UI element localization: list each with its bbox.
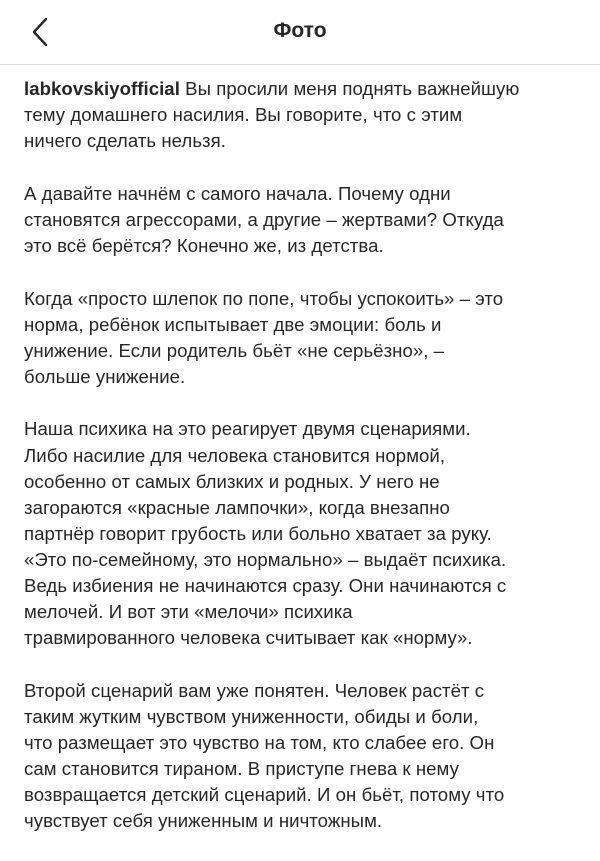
caption-line: что размещает это чувство на том, кто слабее его. Он — [24, 731, 495, 753]
username-link[interactable]: labkovskiyofficial — [24, 78, 180, 99]
caption-paragraph — [24, 678, 584, 835]
nav-bar — [0, 0, 600, 65]
caption-paragraph — [24, 181, 584, 259]
caption-line: А давайте начнём с самого начала. Почему одни — [24, 182, 451, 204]
caption-line: унижение. Если родитель бьёт «не серьёзно», – — [24, 339, 445, 361]
caption-paragraph — [24, 416, 584, 651]
caption-line: норма, ребёнок испытывает две эмоции: боль и — [24, 313, 442, 335]
caption-line: больше унижение. — [24, 365, 186, 387]
caption-paragraph — [24, 286, 584, 390]
caption-line: чувствует себя униженным и ничтожным. — [24, 810, 383, 832]
caption-line: ничего сделать нельзя. — [24, 130, 226, 152]
caption-line: Либо насилие для человека становится нормой, — [24, 444, 446, 466]
caption-line: загораются «красные лампочки», когда внезапно — [24, 496, 450, 518]
caption-line: Наша психика на это реагирует двумя сценариями. — [24, 418, 471, 440]
page-title: Фото — [273, 19, 327, 42]
caption-line: мелочей. И вот эти «мелочи» психика — [24, 601, 353, 623]
post-caption — [24, 76, 584, 861]
caption-line: Второй сценарий вам уже понятен. Человек растёт с — [24, 679, 485, 701]
caption-line: травмированного человека считывает как «норму». — [24, 627, 473, 649]
caption-paragraph — [24, 76, 584, 154]
caption-line: становятся агрессорами, а другие – жертвами? Откуда — [24, 208, 504, 230]
caption-line: партнёр говорит грубость или больно хватает за руку. — [24, 522, 492, 544]
caption-line: особенно от самых близких и родных. У него не — [24, 470, 440, 492]
caption-line: Когда «просто шлепок по попе, чтобы успокоить» – это — [24, 287, 504, 309]
caption-line: возвращается детский сценарий. И он бьёт, потому что — [24, 784, 505, 806]
caption-line: это всё берётся? Конечно же, из детства. — [24, 234, 384, 256]
caption-line: сам становится тираном. В приступе гнева к нему — [24, 758, 459, 780]
caption-line: Ведь избиения не начинаются сразу. Они начинаются с — [24, 575, 507, 596]
caption-line: «Это по-семейному, это нормально» – выдаёт психика. — [24, 548, 507, 570]
caption-line: тему домашнего насилия. Вы говорите, что с этим — [24, 104, 463, 126]
caption-text: Вы просили меня поднять важнейшую — [185, 78, 520, 99]
caption-line: таким жутким чувством униженности, обиды и боли, — [24, 705, 479, 727]
caption-line — [24, 76, 584, 102]
